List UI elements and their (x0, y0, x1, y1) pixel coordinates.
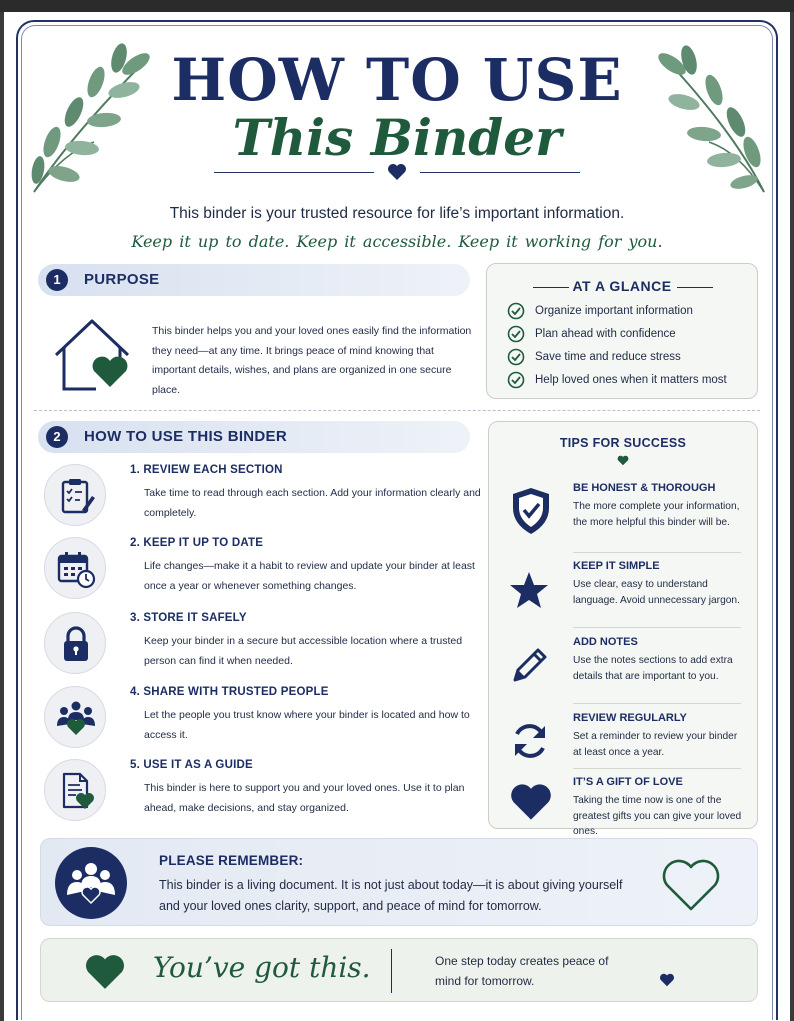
tip-text: Use clear, easy to understand language. Avoid unnecessary jargon. (573, 579, 740, 606)
check-circle-icon (507, 348, 525, 366)
closing-box (40, 938, 758, 1002)
tip-title: IT’S A GIFT OF LOVE (573, 776, 683, 788)
glance-item-label: Organize important information (535, 305, 693, 317)
step-review-each-section (44, 464, 484, 534)
page-title: HOW TO USE (171, 46, 623, 114)
step-store-safely (44, 612, 484, 682)
step-icon-circle (44, 464, 106, 526)
remember-title: PLEASE REMEMBER: (159, 853, 304, 868)
glance-item-label: Help loved ones when it matters most (535, 374, 727, 386)
tips-title: TIPS FOR SUCCESS (559, 436, 687, 450)
binder-page (4, 12, 790, 1021)
page-subtitle: This binder is your trusted resource for life’s important information. (169, 205, 625, 222)
viewer-top-bar (0, 0, 794, 12)
section-number: 1 (46, 269, 68, 291)
section-header-how-to-use (38, 421, 470, 453)
tip-title: KEEP IT SIMPLE (573, 560, 660, 572)
please-remember-box (40, 838, 758, 926)
check-circle-icon (507, 371, 525, 389)
check-circle-icon (507, 302, 525, 320)
section-number: 2 (46, 426, 68, 448)
pencil-icon (509, 644, 551, 686)
tip-text: The more complete your information, the more helpful this binder will be. (573, 501, 740, 528)
tip-title: ADD NOTES (573, 636, 638, 648)
section-header-purpose (38, 264, 470, 296)
refresh-icon (509, 720, 551, 762)
heart-icon (509, 782, 553, 822)
step-text: This binder is here to support you and your loved ones. Use it to plan ahead, make decisions, and stay organized. (144, 782, 465, 814)
glance-item-label: Plan ahead with confidence (535, 328, 676, 340)
closing-divider (391, 949, 392, 993)
glance-item-label: Save time and reduce stress (535, 351, 681, 363)
tip-separator (573, 627, 741, 628)
step-icon-circle (44, 612, 106, 674)
step-title: 3. STORE IT SAFELY (130, 612, 247, 624)
section-title: PURPOSE (84, 271, 160, 288)
step-title: 5. USE IT AS A GUIDE (130, 759, 253, 771)
tip-title: REVIEW REGULARLY (573, 712, 687, 724)
at-a-glance-title: AT A GLANCE (572, 278, 672, 294)
heart-outline-icon (659, 855, 723, 913)
section-divider (34, 410, 760, 411)
people-heart-icon (55, 847, 127, 919)
tip-text: Taking the time now is one of the greatest gifts you can give your loved ones. (573, 795, 742, 837)
step-title: 2. KEEP IT UP TO DATE (130, 537, 264, 549)
step-icon-circle (44, 537, 106, 599)
heart-icon (659, 973, 675, 987)
title-divider-left (214, 172, 374, 173)
step-use-as-guide (44, 759, 484, 829)
at-a-glance-box (486, 263, 758, 399)
closing-text: One step today creates peace of mind for tomorrow. (435, 954, 609, 988)
step-text: Life changes—make it a habit to review and update your binder at least once a year or whenever something changes. (144, 560, 475, 592)
people-heart-icon (56, 698, 96, 738)
heart-icon (387, 163, 407, 181)
step-title: 4. SHARE WITH TRUSTED PEOPLE (130, 686, 329, 698)
star-icon (509, 570, 549, 610)
step-keep-up-to-date (44, 537, 484, 607)
step-icon-circle (44, 759, 106, 821)
page-tagline: Keep it up to date. Keep it accessible. Keep it working for you. (131, 232, 663, 251)
clipboard-icon (56, 476, 96, 516)
closing-script: You’ve got this. (153, 951, 371, 984)
calendar-clock-icon (56, 549, 96, 589)
tips-for-success-box (488, 421, 758, 837)
tip-separator (573, 703, 741, 704)
padlock-icon (56, 624, 96, 664)
remember-text: This binder is a living document. It is not just about today—it is about giving yourself and your loved ones clarity, support, and peace of mind for tomorrow. (159, 878, 623, 913)
step-icon-circle (44, 686, 106, 748)
tip-text: Use the notes sections to add extra details that are important to you. (573, 655, 733, 682)
title-divider-right (420, 172, 580, 173)
heart-icon (83, 953, 127, 991)
page-title-script: This Binder (232, 108, 562, 167)
step-title: 1. REVIEW EACH SECTION (130, 464, 283, 476)
tip-separator (573, 552, 741, 553)
shield-check-icon (509, 486, 553, 536)
people-heart-badge (55, 847, 127, 919)
section-title: HOW TO USE THIS BINDER (84, 428, 287, 445)
step-share-with-trusted-people (44, 686, 484, 756)
document-heart-icon (56, 771, 96, 811)
step-text: Take time to read through each section. Add your information clearly and completely. (144, 487, 481, 519)
check-circle-icon (507, 325, 525, 343)
tip-separator (573, 768, 741, 769)
heart-icon (617, 455, 629, 466)
tip-title: BE HONEST & THOROUGH (573, 482, 716, 494)
step-text: Let the people you trust know where your binder is located and how to access it. (144, 709, 470, 741)
purpose-text: This binder helps you and your loved ones easily find the information they need—at any time. It brings peace of mind knowing that important details, wishes, and plans are organized in one secure place. (152, 325, 472, 396)
tip-text: Set a reminder to review your binder at least once a year. (573, 731, 738, 758)
step-text: Keep your binder in a secure but accessible location where a trusted person can find it when needed. (144, 635, 463, 667)
house-heart-icon (52, 317, 132, 393)
